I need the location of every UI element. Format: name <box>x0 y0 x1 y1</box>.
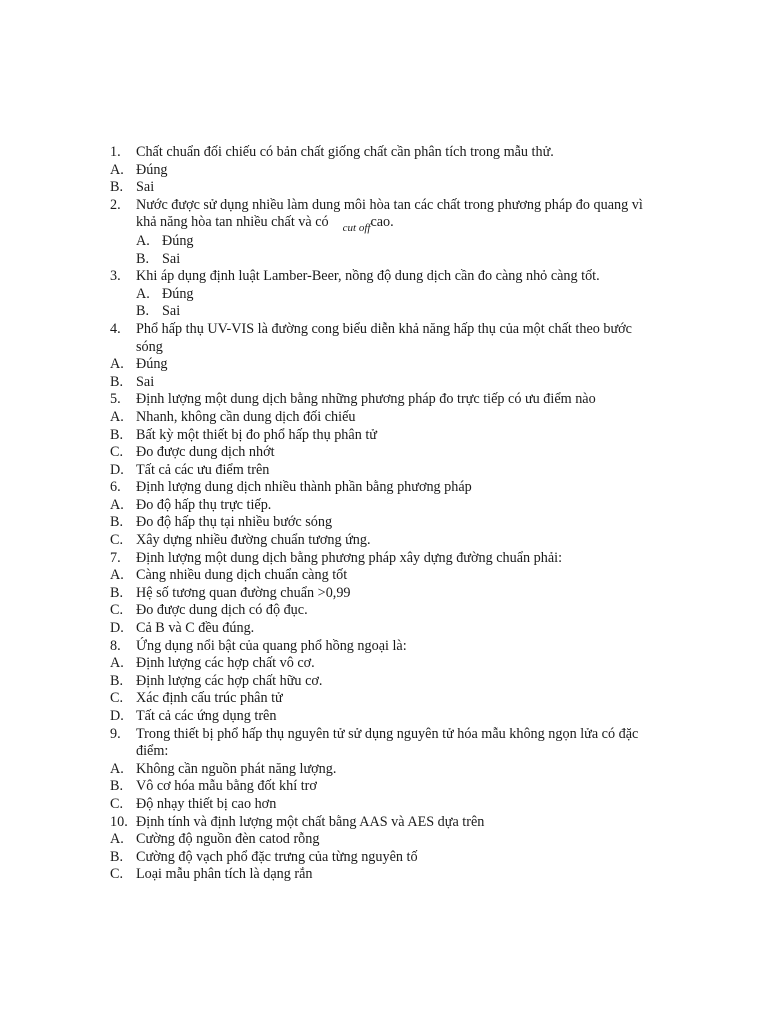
question-text: Phổ hấp thụ UV-VIS là đường cong biểu diễn khả năng hấp thụ của một chất theo bước <box>136 320 632 337</box>
option-text: Không cần nguồn phát năng lượng. <box>136 760 337 777</box>
option-line <box>110 567 690 585</box>
option-text: Đúng <box>136 356 168 373</box>
question-10 <box>110 814 690 832</box>
option-line <box>110 374 690 392</box>
option-text: Sai <box>162 303 181 320</box>
option-line <box>110 514 690 532</box>
question-5 <box>110 391 690 409</box>
question-number: 2. <box>110 196 121 213</box>
option-label: A. <box>110 567 124 584</box>
option-line <box>110 761 690 779</box>
option-label: D. <box>110 461 124 478</box>
question-text: Định lượng dung dịch nhiều thành phần bằng phương pháp <box>136 479 472 496</box>
question-list <box>110 144 690 884</box>
question-text-continuation <box>110 743 690 761</box>
option-line <box>110 162 690 180</box>
option-text: Đúng <box>162 285 194 302</box>
question-text: Nước được sử dụng nhiều làm dung môi hòa tan các chất trong phương pháp đo quang vì <box>136 196 643 213</box>
option-text: Đo độ hấp thụ trực tiếp. <box>136 496 272 513</box>
option-text: Sai <box>136 179 155 196</box>
option-line <box>110 286 690 304</box>
option-label: B. <box>110 848 124 865</box>
option-line <box>110 356 690 374</box>
option-label: D. <box>110 708 124 724</box>
option-text: Xác định cấu trúc phân tử <box>136 690 283 707</box>
option-line <box>110 849 690 867</box>
question-text: Định lượng một dung dịch bằng những phương pháp đo trực tiếp có ưu điểm nào <box>136 391 596 408</box>
option-label: B. <box>110 373 124 390</box>
option-line <box>110 532 690 550</box>
question-1 <box>110 144 690 162</box>
question-number: 9. <box>110 725 121 742</box>
option-text: Đo được dung dịch nhớt <box>136 444 275 461</box>
option-text: Cả B và C đều đúng. <box>136 620 255 637</box>
option-text: Hệ số tương quan đường chuẩn >0,99 <box>136 584 351 601</box>
question-text: Ứng dụng nổi bật của quang phổ hồng ngoại là: <box>136 637 407 654</box>
option-label: A. <box>136 285 150 302</box>
option-text: Đo độ hấp thụ tại nhiều bước sóng <box>136 514 333 531</box>
option-label: A. <box>110 760 124 777</box>
question-number: 4. <box>110 320 121 337</box>
option-text: Đúng <box>136 161 168 178</box>
option-text: Cường độ vạch phổ đặc trưng của từng nguyên tố <box>136 848 418 865</box>
option-label: C. <box>110 444 124 461</box>
question-number: 7. <box>110 549 121 566</box>
question-text: khả năng hòa tan nhiều chất và có <box>136 214 329 231</box>
option-line <box>110 866 690 884</box>
option-text: Nhanh, không cần dung dịch đối chiếu <box>136 408 356 425</box>
option-text: Càng nhiều dung dịch chuẩn càng tốt <box>136 567 348 584</box>
question-3 <box>110 268 690 286</box>
question-8 <box>110 638 690 656</box>
option-label: A. <box>110 831 124 848</box>
question-number: 3. <box>110 268 121 285</box>
option-label: A. <box>136 232 150 249</box>
option-label: C. <box>110 602 124 619</box>
option-label: C. <box>110 532 124 549</box>
option-line <box>110 444 690 462</box>
option-line <box>110 778 690 796</box>
question-text: Định tính và định lượng một chất bằng AAS và AES dựa trên <box>136 813 485 830</box>
option-text: Độ nhạy thiết bị cao hơn <box>136 795 277 812</box>
question-text: Trong thiết bị phổ hấp thụ nguyên tử sử dụng nguyên tử hóa mẫu không ngọn lửa có đặc <box>136 725 639 742</box>
option-text: Tất cả các ưu điểm trên <box>136 461 270 478</box>
question-number: 1. <box>110 144 121 160</box>
question-number: 6. <box>110 479 121 496</box>
option-text: Loại mẫu phân tích là dạng rắn <box>136 866 313 883</box>
question-text-continuation <box>110 339 690 357</box>
question-number: 10. <box>110 813 128 830</box>
question-9 <box>110 726 690 744</box>
option-line <box>110 602 690 620</box>
option-label: C. <box>110 795 124 812</box>
question-text: điểm: <box>136 743 169 760</box>
question-text: Định lượng một dung dịch bằng phương pháp xây dựng đường chuẩn phải: <box>136 549 563 566</box>
option-line <box>110 462 690 480</box>
option-label: B. <box>110 672 124 689</box>
question-6 <box>110 479 690 497</box>
option-label: C. <box>110 690 124 707</box>
option-line <box>110 708 690 726</box>
option-label: A. <box>110 655 124 672</box>
option-line <box>110 690 690 708</box>
option-label: D. <box>110 620 124 637</box>
question-text: Khi áp dụng định luật Lamber-Beer, nồng độ dung dịch cần đo càng nhỏ càng tốt. <box>136 268 600 285</box>
option-text: Sai <box>162 250 181 267</box>
option-text: Đúng <box>162 232 194 249</box>
question-number: 5. <box>110 391 121 408</box>
option-label: A. <box>110 496 124 513</box>
option-line <box>110 427 690 445</box>
option-label: C. <box>110 866 124 883</box>
option-line <box>110 831 690 849</box>
option-text: Xây dựng nhiều đường chuẩn tương ứng. <box>136 532 371 549</box>
question-text-continuation <box>110 214 690 233</box>
option-text: Định lượng các hợp chất hữu cơ. <box>136 672 323 689</box>
option-label: A. <box>110 356 124 373</box>
option-label: A. <box>110 408 124 425</box>
option-text: Cường độ nguồn đèn catod rỗng <box>136 831 320 848</box>
option-text: Sai <box>136 373 155 390</box>
option-line <box>110 620 690 638</box>
option-line <box>110 233 690 251</box>
option-line <box>110 673 690 691</box>
option-line <box>110 303 690 321</box>
option-text: Bất kỳ một thiết bị đo phổ hấp thụ phân tử <box>136 426 377 443</box>
option-line <box>110 585 690 603</box>
option-line <box>110 497 690 515</box>
option-text: Định lượng các hợp chất vô cơ. <box>136 655 315 672</box>
question-2 <box>110 197 690 215</box>
option-label: A. <box>110 161 124 178</box>
option-text: Vô cơ hóa mẫu bằng đốt khí trơ <box>136 778 317 795</box>
option-label: B. <box>136 303 150 320</box>
option-label: B. <box>110 179 124 196</box>
question-number: 8. <box>110 637 121 654</box>
option-label: B. <box>136 250 150 267</box>
option-label: B. <box>110 514 124 531</box>
question-text: Chất chuẩn đối chiếu có bản chất giống chất cần phân tích trong mẫu thử. <box>136 144 554 160</box>
option-label: B. <box>110 426 124 443</box>
option-label: B. <box>110 584 124 601</box>
question-7 <box>110 550 690 568</box>
option-line <box>110 796 690 814</box>
option-text: Đo được dung dịch có độ đục. <box>136 602 308 619</box>
cutoff-subscript: cut off <box>342 222 371 235</box>
option-line <box>110 179 690 197</box>
option-line <box>110 251 690 269</box>
option-text: Tất cả các ứng dụng trên <box>136 708 277 724</box>
option-line <box>110 655 690 673</box>
question-text-end: cao. <box>370 214 394 231</box>
question-text: sóng <box>136 338 163 355</box>
option-label: B. <box>110 778 124 795</box>
question-4 <box>110 321 690 339</box>
option-line <box>110 409 690 427</box>
